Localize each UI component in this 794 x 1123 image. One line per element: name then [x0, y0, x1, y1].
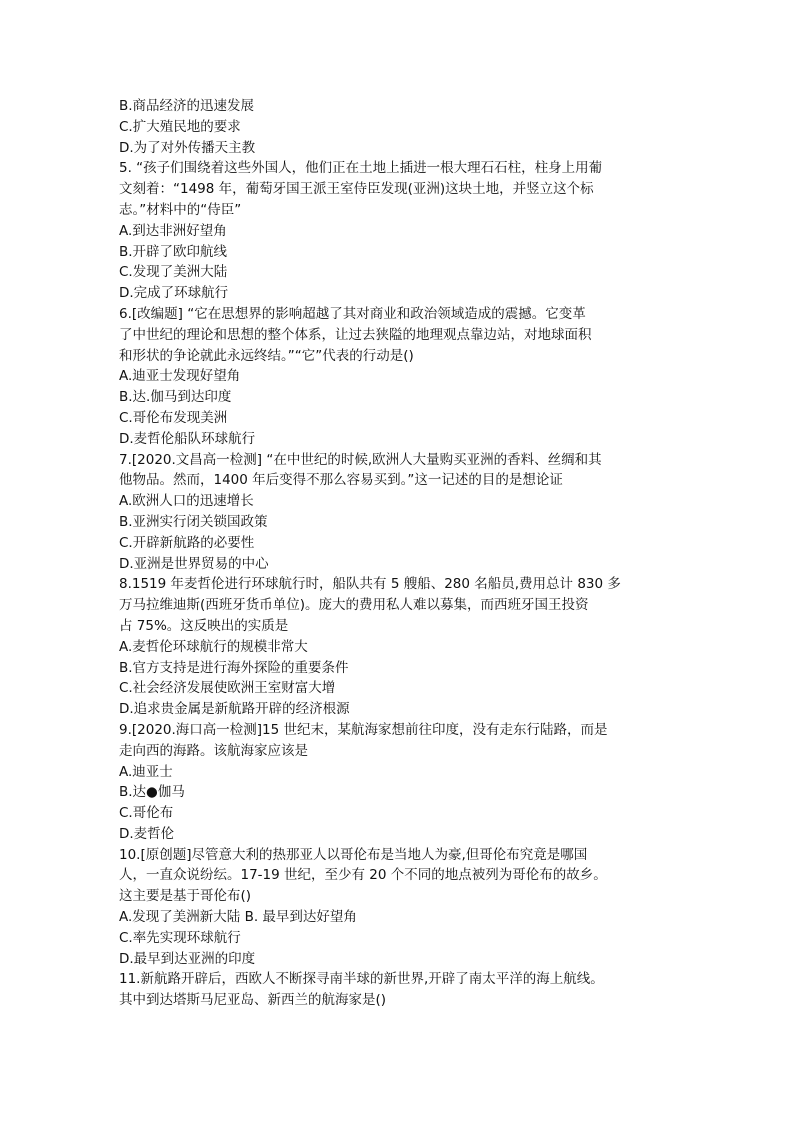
question-8-stem: 8.1519 年麦哲伦进行环球航行时，船队共有 5 艘船、280 名船员,费用总计 830 多 [119, 576, 621, 593]
question-11-stem: 其中到达塔斯马尼亚岛、新西兰的航海家是() [119, 992, 387, 1009]
question-8-stem: 万马拉维迪斯(西班牙货币单位)。庞大的费用私人难以募集，而西班牙国王投资 [119, 597, 589, 614]
question-9-option: D.麦哲伦 [119, 825, 175, 842]
question-6-option: A.迪亚士发现好望角 [119, 368, 241, 385]
text-line: B.商品经济的迅速发展 [119, 98, 255, 114]
question-5-option: A.到达非洲好望角 [119, 222, 227, 239]
question-5-stem: 志。”材料中的“侍臣” [119, 201, 242, 218]
question-9-option: C.哥伦布 [119, 805, 174, 822]
question-5-option: B.开辟了欧印航线 [119, 243, 228, 260]
text-line: C.扩大殖民地的要求 [119, 118, 241, 135]
text-line: D.为了对外传播天主教 [119, 139, 256, 156]
question-10-option: D.最早到达亚洲的印度 [119, 950, 256, 967]
question-5-option: C.发现了美洲大陆 [119, 264, 228, 281]
question-8-stem: 占 75%。这反映出的实质是 [119, 617, 289, 634]
question-10-stem: 10.[原创题]尽管意大利的热那亚人以哥伦布是当地人为豪,但哥伦布究竟是哪国 [119, 846, 588, 863]
question-6-stem: 和形状的争论就此永远终结。”“它”代表的行动是() [119, 347, 414, 364]
question-10-stem: 这主要是基于哥伦布() [119, 888, 252, 905]
question-7-stem: 7.[2020.文昌高一检测] “在中世纪的时候,欧洲人大量购买亚洲的香料、丝绸和其 [119, 451, 602, 468]
question-5-option: D.完成了环球航行 [119, 285, 229, 302]
question-8-option: A.麦哲伦环球航行的规模非常大 [119, 638, 308, 655]
question-5-stem: 5. “孩子们围绕着这些外国人，他们正在土地上插进一根大理石石柱，柱身上用葡 [119, 160, 603, 177]
question-11-stem: 11.新航路开辟后，西欧人不断探寻南半球的新世界,开辟了南太平洋的海上航线。 [119, 971, 604, 988]
question-8-option: B.官方支持是进行海外探险的重要条件 [119, 659, 349, 676]
question-7-option: A.欧洲人口的迅速增长 [119, 493, 254, 510]
question-8-option: D.追求贵金属是新航路开辟的经济根源 [119, 701, 350, 718]
question-7-option: D.亚洲是世界贸易的中心 [119, 555, 269, 572]
question-9-stem: 9.[2020.海口高一检测]15 世纪末，某航海家想前往印度，没有走东行陆路，而是 [119, 721, 608, 738]
question-6-stem: 了中世纪的理论和思想的整个体系，让过去狭隘的地理观点靠边站，对地球面积 [119, 326, 592, 343]
question-9-stem: 走向西的海路。该航海家应该是 [119, 742, 308, 759]
question-9-option: A.迪亚士 [119, 763, 173, 780]
question-7-stem: 他物品。然而，1400 年后变得不那么容易买到。”这一记述的目的是想论证 [119, 472, 563, 489]
question-6-option: C.哥伦布发现美洲 [119, 409, 228, 426]
question-10-option: C.率先实现环球航行 [119, 929, 241, 946]
question-10-stem: 人，一直众说纷纭。17-19 世纪，至少有 20 个不同的地点被列为哥伦布的故乡。 [119, 867, 607, 884]
question-6-stem: 6.[改编题] “它在思想界的影响超越了其对商业和政治领域造成的震撼。它变革 [119, 305, 586, 322]
question-6-option: B.达.伽马到达印度 [119, 389, 232, 406]
question-10-option: A.发现了美洲新大陆 B. 最早到达好望角 [119, 909, 357, 926]
question-8-option: C.社会经济发展使欧洲王室财富大增 [119, 680, 336, 697]
question-6-option: D.麦哲伦船队环球航行 [119, 430, 256, 447]
document-body [119, 96, 679, 1011]
question-7-option: C.开辟新航路的必要性 [119, 534, 255, 551]
question-9-option: B.达●伽马 [119, 784, 185, 801]
question-7-option: B.亚洲实行闭关锁国政策 [119, 513, 268, 530]
question-5-stem: 文刻着：“1498 年，葡萄牙国王派王室侍臣发现(亚洲)这块土地，并竖立这个标 [119, 181, 594, 198]
